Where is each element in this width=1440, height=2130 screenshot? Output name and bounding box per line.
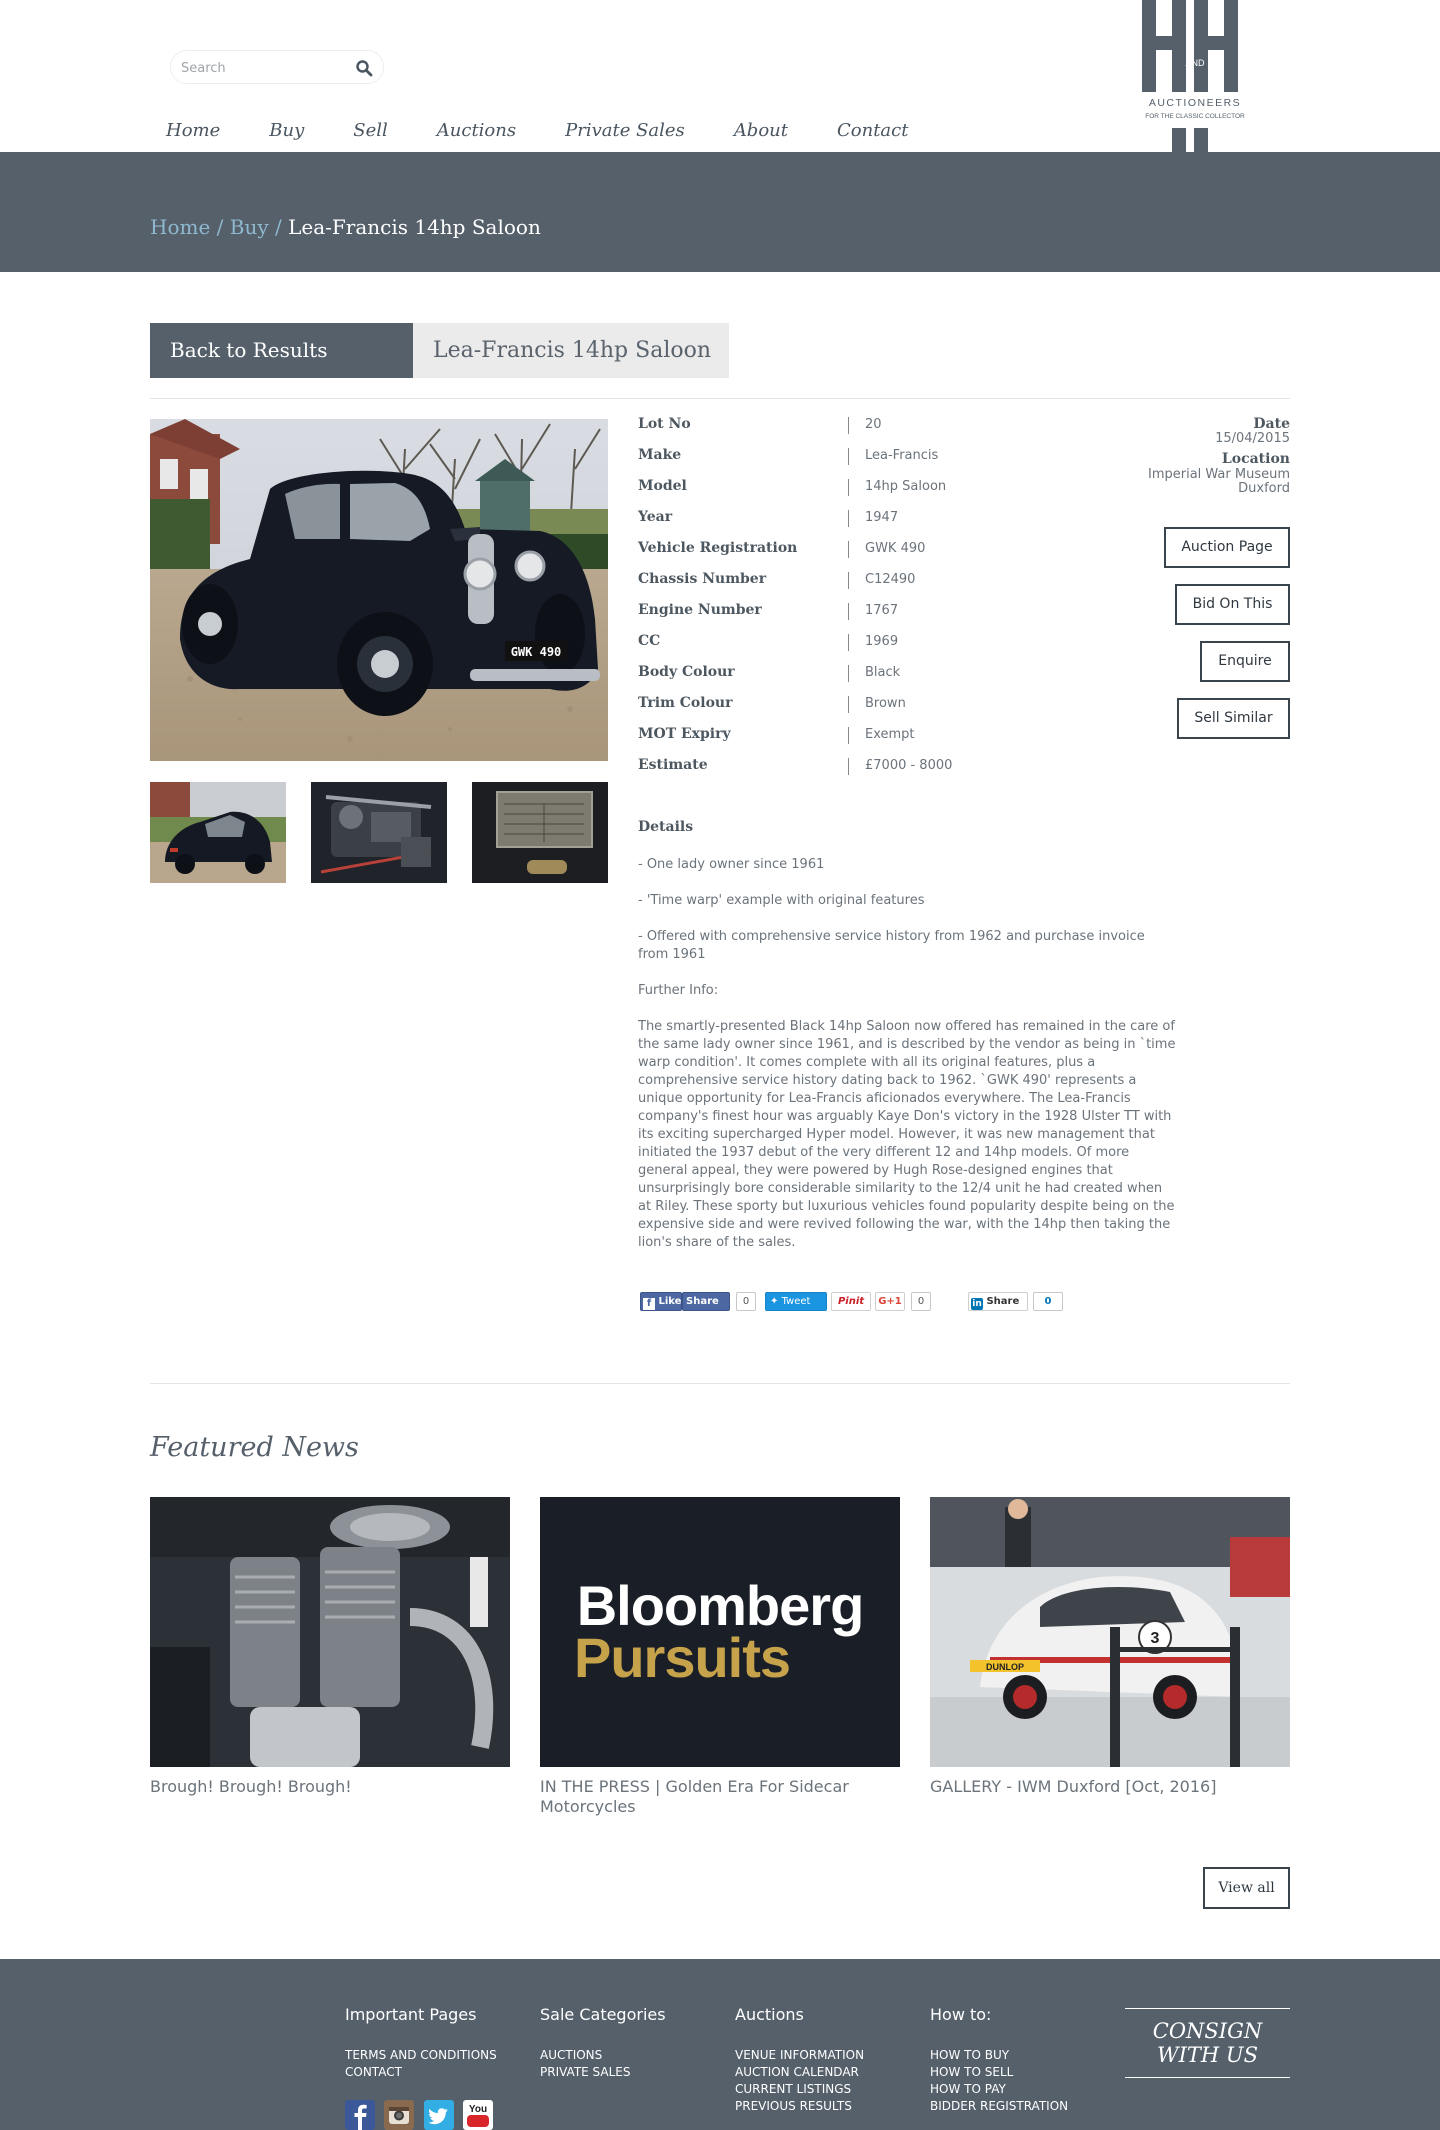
spec-row-estimate bbox=[638, 757, 1038, 788]
breadcrumb-separator: / bbox=[210, 215, 230, 239]
featured-news-heading: Featured News bbox=[150, 1432, 359, 1463]
spec-value: 1969 bbox=[865, 634, 899, 649]
spec-separator bbox=[848, 634, 849, 651]
news-title[interactable]: IN THE PRESS | Golden Era For Sidecar Motorcycles bbox=[540, 1777, 849, 1816]
nav-auctions[interactable]: Auctions bbox=[436, 120, 517, 141]
tweet-button[interactable] bbox=[765, 1292, 827, 1311]
spec-value: GWK 490 bbox=[865, 541, 926, 556]
spec-label: Estimate bbox=[638, 757, 708, 773]
pinterest-button[interactable]: Pinit bbox=[831, 1292, 871, 1311]
footer-link[interactable]: CURRENT LISTINGS bbox=[735, 2082, 852, 2096]
spec-row-mot-expiry bbox=[638, 726, 1038, 757]
instagram-icon bbox=[384, 2100, 414, 2130]
bid-on-this-button[interactable]: Bid On This bbox=[1175, 584, 1290, 625]
news-image bbox=[930, 1497, 1290, 1767]
breadcrumb bbox=[150, 215, 541, 239]
news-image bbox=[150, 1497, 510, 1767]
main-nav bbox=[166, 120, 957, 150]
google-plus-button[interactable]: G+1 bbox=[875, 1292, 905, 1311]
thumbnail-engine[interactable] bbox=[311, 782, 447, 883]
spec-label: Engine Number bbox=[638, 602, 762, 618]
consign-line: CONSIGN bbox=[1152, 2019, 1263, 2043]
thumbnail-rear-view[interactable] bbox=[150, 782, 286, 883]
pursuits-logo-text: Pursuits bbox=[573, 1626, 791, 1689]
spec-separator bbox=[848, 758, 849, 775]
thumbnail-image bbox=[472, 782, 608, 883]
footer-link[interactable]: HOW TO PAY bbox=[930, 2082, 1006, 2096]
footer-link[interactable]: CONTACT bbox=[345, 2065, 402, 2079]
facebook-share-button[interactable]: Share bbox=[682, 1292, 730, 1311]
spec-row-cc bbox=[638, 633, 1038, 664]
site-header bbox=[0, 0, 1440, 152]
spec-value: Lea-Francis bbox=[865, 448, 939, 463]
back-to-results-button[interactable]: Back to Results bbox=[150, 323, 413, 378]
twitter-icon bbox=[424, 2100, 454, 2130]
footer-link[interactable]: PRIVATE SALES bbox=[540, 2065, 631, 2079]
further-info-label: Further Info: bbox=[638, 983, 719, 998]
instagram-social-icon[interactable] bbox=[384, 2100, 414, 2130]
car-photo-image bbox=[150, 419, 608, 761]
spec-label: Trim Colour bbox=[638, 695, 733, 711]
consign-with-us-link[interactable] bbox=[1125, 2008, 1290, 2078]
footer-link[interactable]: HOW TO SELL bbox=[930, 2065, 1014, 2079]
nav-buy[interactable]: Buy bbox=[269, 120, 305, 141]
footer-link[interactable]: BIDDER REGISTRATION bbox=[930, 2099, 1069, 2113]
news-image-motorcycle-engine[interactable] bbox=[150, 1497, 510, 1767]
youtube-social-icon[interactable] bbox=[463, 2100, 493, 2130]
nav-home[interactable]: Home bbox=[166, 120, 221, 141]
location-value-line1: Imperial War Museum bbox=[1147, 467, 1290, 482]
spec-row-registration bbox=[638, 540, 1038, 571]
facebook-like-button[interactable] bbox=[640, 1292, 682, 1311]
dunlop-plate-text: DUNLOP bbox=[986, 1662, 1024, 1672]
nav-about[interactable]: About bbox=[733, 120, 788, 141]
breadcrumb-current: Lea-Francis 14hp Saloon bbox=[288, 215, 541, 239]
breadcrumb-separator: / bbox=[268, 215, 289, 239]
spec-separator bbox=[848, 696, 849, 713]
thumbnail-image bbox=[150, 782, 286, 883]
details-heading: Details bbox=[638, 819, 694, 835]
spec-value: £7000 - 8000 bbox=[865, 758, 953, 773]
svg-text:AUCTIONEERS: AUCTIONEERS bbox=[1148, 97, 1242, 109]
date-value: 15/04/2015 bbox=[1215, 431, 1290, 446]
linkedin-icon: in bbox=[972, 1299, 982, 1309]
spec-table bbox=[638, 416, 1038, 788]
spec-row-trim-colour bbox=[638, 695, 1038, 726]
news-image-bloomberg[interactable] bbox=[540, 1497, 900, 1767]
lot-title: Lea-Francis 14hp Saloon bbox=[413, 323, 729, 378]
detail-bullet: - 'Time warp' example with original features bbox=[638, 893, 925, 908]
site-footer bbox=[0, 1959, 1440, 2130]
location-label: Location bbox=[1221, 451, 1290, 467]
news-card[interactable] bbox=[540, 1497, 900, 1817]
footer-link[interactable]: AUCTIONS bbox=[540, 2048, 603, 2062]
footer-links bbox=[930, 2047, 1068, 2115]
footer-links bbox=[345, 2047, 497, 2081]
description-paragraph: The smartly-presented Black 14hp Saloon now offered has remained in the care of the same lady owner since 1961, and is described by the vendor as being in `time warp condition'. It comes complete with all its original features, plus a comprehensive service history dating back to 1962. `GWK 490' represents a unique opportunity for Lea-Francis aficionados everywhere. The Lea-Francis company's finest hour was arguably Kaye Don's victory in the 1928 Ulster TT with its exciting supercharged Hyper model. However, it was new management that initiated the 1937 debut of the very different 12 and 14hp models. Of more general appeal, they were powered by Hugh Rose-designed engines that unsurprisingly bore considerable similarity to the 12/4 unit he had created when at Riley. These sporty but luxurious vehicles found popularity despite being on the expensive side and were revived following the war, with the 14hp then taking the lion's share of the sales. bbox=[638, 1019, 1176, 1250]
divider bbox=[150, 398, 1290, 399]
spec-label: Chassis Number bbox=[638, 571, 767, 587]
thumbnail-chassis-plate[interactable] bbox=[472, 782, 608, 883]
nav-contact[interactable]: Contact bbox=[837, 120, 909, 141]
footer-link[interactable]: VENUE INFORMATION bbox=[735, 2048, 865, 2062]
spec-row-make bbox=[638, 447, 1038, 478]
footer-link[interactable]: PREVIOUS RESULTS bbox=[735, 2099, 852, 2113]
spec-value: Brown bbox=[865, 696, 906, 711]
spec-separator bbox=[848, 603, 849, 620]
detail-bullet: - Offered with comprehensive service history from 1962 and purchase invoice from 1961 bbox=[638, 929, 1145, 962]
spec-separator bbox=[848, 479, 849, 496]
footer-link[interactable]: AUCTION CALENDAR bbox=[735, 2065, 859, 2079]
search-box bbox=[170, 50, 384, 84]
divider bbox=[150, 1383, 1290, 1384]
detail-bullet: - One lady owner since 1961 bbox=[638, 857, 825, 872]
nav-sell[interactable]: Sell bbox=[353, 120, 388, 141]
linkedin-share-count: 0 bbox=[1033, 1292, 1063, 1311]
svg-text:FOR THE CLASSIC COLLECTOR: FOR THE CLASSIC COLLECTOR bbox=[1145, 113, 1245, 120]
bloomberg-logo-text: Bloomberg bbox=[576, 1574, 864, 1637]
linkedin-share-label: Share bbox=[986, 1296, 1020, 1307]
spec-label: Make bbox=[638, 447, 682, 463]
youtube-label-text: You bbox=[468, 2104, 488, 2115]
spec-label: MOT Expiry bbox=[638, 726, 731, 742]
spec-separator bbox=[848, 572, 849, 589]
spec-separator bbox=[848, 510, 849, 527]
spec-row-chassis bbox=[638, 571, 1038, 602]
facebook-social-icon[interactable] bbox=[345, 2100, 375, 2130]
news-title[interactable]: GALLERY - IWM Duxford [Oct, 2016] bbox=[930, 1777, 1217, 1796]
spec-label: Year bbox=[638, 509, 673, 525]
consign-line: WITH US bbox=[1157, 2043, 1258, 2067]
search-icon[interactable] bbox=[355, 59, 373, 77]
footer-heading: Important Pages bbox=[345, 2005, 477, 2024]
spec-separator bbox=[848, 541, 849, 558]
footer-heading: Sale Categories bbox=[540, 2005, 666, 2024]
twitter-social-icon[interactable] bbox=[424, 2100, 454, 2130]
footer-heading: How to: bbox=[930, 2005, 992, 2024]
spec-value: 14hp Saloon bbox=[865, 479, 947, 494]
breadcrumb-home[interactable]: Home bbox=[150, 215, 211, 239]
spec-row-lot-no bbox=[638, 416, 1038, 447]
auction-page-button[interactable]: Auction Page bbox=[1164, 527, 1290, 568]
spec-row-body-colour bbox=[638, 664, 1038, 695]
spec-row-year bbox=[638, 509, 1038, 540]
spec-value: 20 bbox=[865, 417, 882, 432]
spec-separator bbox=[848, 417, 849, 434]
svg-text:AND: AND bbox=[1185, 58, 1205, 68]
nav-private-sales[interactable]: Private Sales bbox=[565, 120, 685, 141]
news-title[interactable]: Brough! Brough! Brough! bbox=[150, 1777, 352, 1796]
spec-row-engine bbox=[638, 602, 1038, 633]
facebook-share-count: 0 bbox=[736, 1292, 756, 1311]
spec-value: Exempt bbox=[865, 727, 915, 742]
footer-links bbox=[735, 2047, 864, 2115]
twitter-icon: ✦ bbox=[770, 1296, 779, 1307]
race-number-text: 3 bbox=[1150, 1630, 1160, 1647]
news-card[interactable] bbox=[150, 1497, 510, 1797]
breadcrumb-buy[interactable]: Buy bbox=[229, 215, 269, 239]
spec-separator bbox=[848, 448, 849, 465]
view-all-button[interactable]: View all bbox=[1203, 1867, 1290, 1909]
footer-heading: Auctions bbox=[735, 2005, 804, 2024]
spec-label: Body Colour bbox=[638, 664, 735, 680]
linkedin-share-button[interactable] bbox=[968, 1292, 1028, 1311]
spec-value: 1767 bbox=[865, 603, 899, 618]
spec-value: Black bbox=[865, 665, 901, 680]
facebook-icon: f bbox=[643, 1298, 655, 1310]
spec-separator bbox=[848, 727, 849, 744]
news-image-porsche[interactable] bbox=[930, 1497, 1290, 1767]
footer-link[interactable]: TERMS AND CONDITIONS bbox=[345, 2048, 497, 2062]
spec-value: C12490 bbox=[865, 572, 916, 587]
registration-plate-text: GWK 490 bbox=[510, 645, 562, 659]
facebook-icon bbox=[345, 2100, 375, 2130]
spec-label: Lot No bbox=[638, 416, 691, 432]
enquire-button[interactable]: Enquire bbox=[1200, 641, 1290, 682]
youtube-icon bbox=[463, 2100, 493, 2130]
date-label: Date bbox=[1253, 416, 1290, 432]
footer-link[interactable]: HOW TO BUY bbox=[930, 2048, 1010, 2062]
tweet-label: Tweet bbox=[781, 1296, 811, 1307]
thumbnail-image bbox=[311, 782, 447, 883]
footer-links bbox=[540, 2047, 631, 2081]
spec-label: Vehicle Registration bbox=[638, 540, 798, 556]
news-card[interactable] bbox=[930, 1497, 1290, 1797]
google-plus-count: 0 bbox=[911, 1292, 931, 1311]
news-image bbox=[540, 1497, 900, 1767]
sell-similar-button[interactable]: Sell Similar bbox=[1177, 698, 1290, 739]
main-car-photo[interactable] bbox=[150, 419, 608, 761]
spec-label: Model bbox=[638, 478, 687, 494]
spec-label: CC bbox=[638, 633, 661, 649]
location-value-line2: Duxford bbox=[1238, 481, 1290, 496]
facebook-like-label: Like bbox=[658, 1296, 682, 1307]
spec-separator bbox=[848, 665, 849, 682]
search-input[interactable] bbox=[181, 57, 341, 79]
spec-value: 1947 bbox=[865, 510, 899, 525]
breadcrumb-band bbox=[0, 152, 1440, 272]
hh-logo[interactable] bbox=[1136, 0, 1258, 152]
spec-row-model bbox=[638, 478, 1038, 509]
